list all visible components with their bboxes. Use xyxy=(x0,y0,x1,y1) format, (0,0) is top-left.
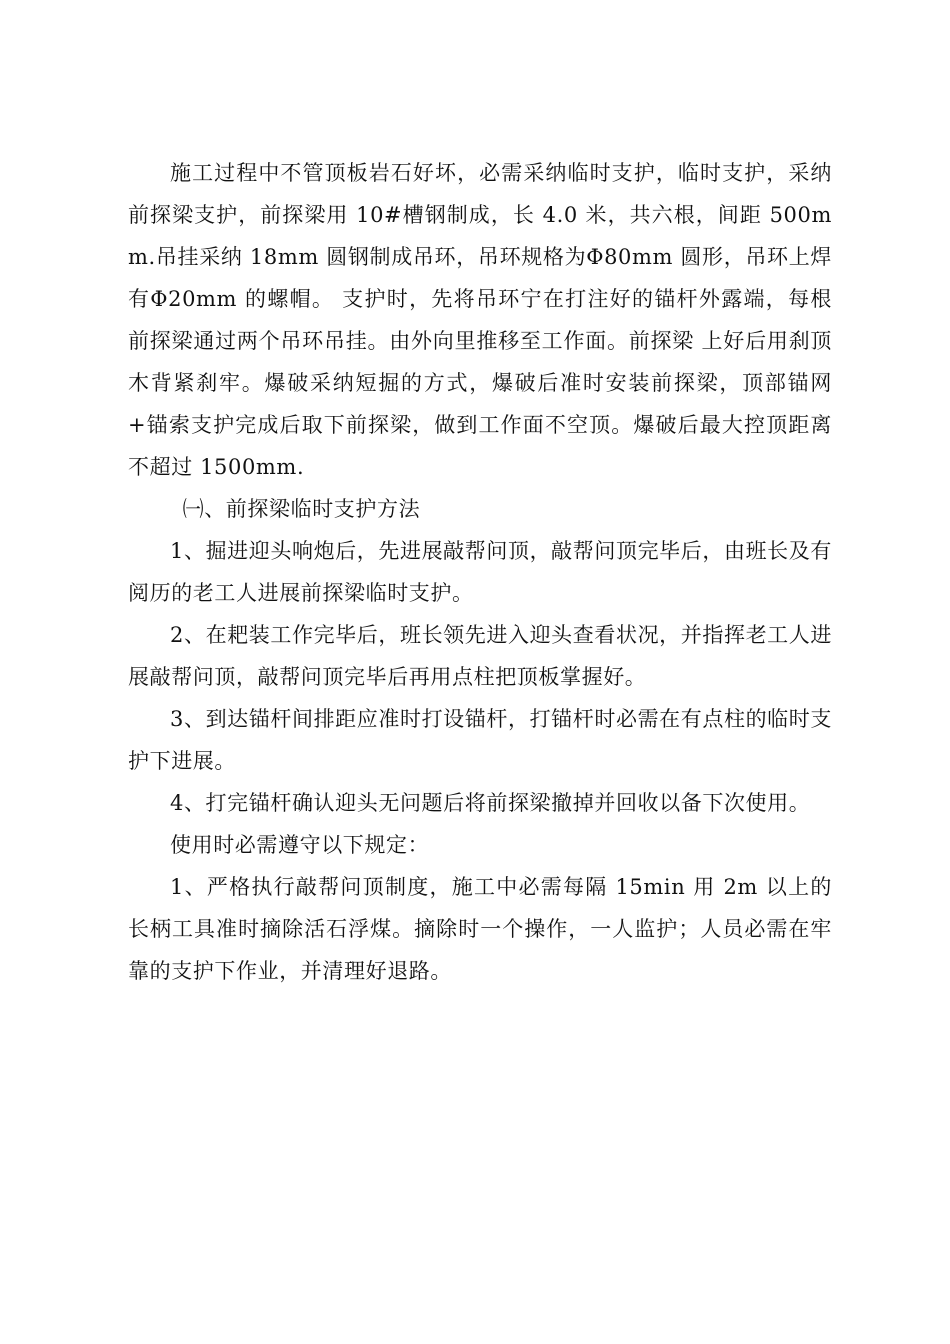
paragraph-usage-rules-intro: 使用时必需遵守以下规定： xyxy=(170,833,430,857)
list-item-step-4: 4、打完锚杆确认迎头无问题后将前探梁撤掉并回收以备下次使用。 xyxy=(170,791,811,815)
paragraph-temporary-support-overview: 施工过程中不管顶板岩石好坏，必需采纳临时支护，临时支护，采纳前探梁支护，前探梁用 10#槽钢制成，长 4.0 米，共六根，间距 500mm.吊挂采纳 18mm 圆钢制成吊环，吊环规格为Φ80mm 圆形，吊环上焊有Φ20mm 的螺帽。 支护时，先将吊环宁在打注好的锚杆外露端，每根前探梁通过两个吊环吊挂。由外向里推移至工作面。前探梁 上好后用刹顶木背紧刹牢。爆破采纳短掘的方式，爆破后准时安装前探梁，顶部锚网+锚索支护完成后取下前探梁，做到工作面不空顶。爆破后最大控顶距离不超过 1500mm. xyxy=(128,161,832,479)
list-item-step-2: 2、在耙装工作完毕后，班长领先进入迎头查看状况，并指挥老工人进展敲帮问顶，敲帮问顶完毕后再用点柱把顶板掌握好。 xyxy=(128,623,832,689)
list-item-step-3: 3、到达锚杆间排距应准时打设锚杆，打锚杆时必需在有点柱的临时支护下进展。 xyxy=(128,707,832,773)
list-item-rule-1: 1、严格执行敲帮问顶制度，施工中必需每隔 15min 用 2m 以上的长柄工具准时摘除活石浮煤。摘除时一个操作，一人监护；人员必需在牢靠的支护下作业，并清理好退路。 xyxy=(128,875,832,983)
list-item-step-1: 1、掘进迎头响炮后，先进展敲帮问顶，敲帮问顶完毕后，由班长及有阅历的老工人进展前探梁临时支护。 xyxy=(128,539,832,605)
document-body xyxy=(128,152,832,992)
section-heading-support-method: ㈠、前探梁临时支护方法 xyxy=(182,497,421,521)
